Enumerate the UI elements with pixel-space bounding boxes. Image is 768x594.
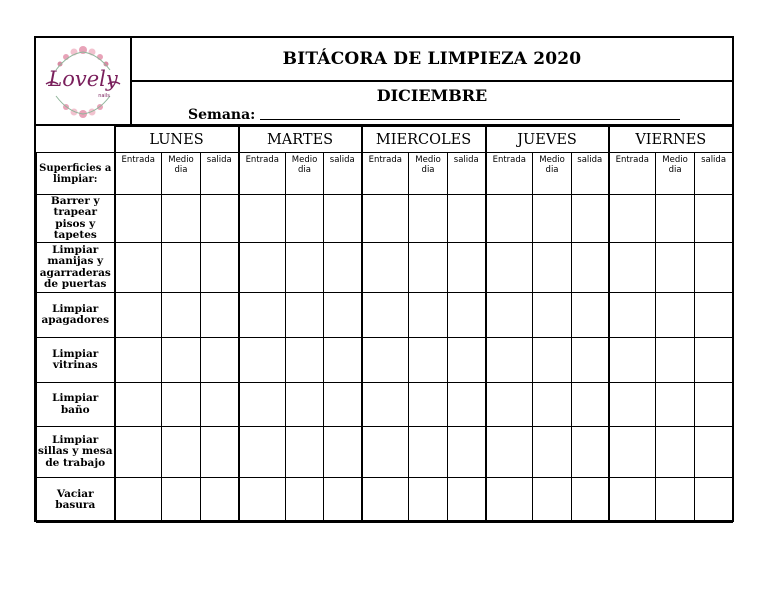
task-label: Limpiar baño [37,383,115,427]
check-cell[interactable] [486,478,533,523]
check-cell[interactable] [609,195,656,243]
check-cell[interactable] [115,243,162,293]
check-cell[interactable] [115,338,162,383]
check-cell[interactable] [115,383,162,427]
check-cell[interactable] [409,383,448,427]
day-header: JUEVES [486,127,609,153]
check-cell[interactable] [201,195,239,243]
check-cell[interactable] [201,293,239,338]
lovely-nails-logo [38,40,128,124]
check-cell[interactable] [115,427,162,478]
check-cell[interactable] [572,243,609,293]
task-row [37,383,733,427]
check-cell[interactable] [115,478,162,523]
check-cell[interactable] [695,383,733,427]
check-cell[interactable] [533,293,572,338]
day-header: VIERNES [609,127,733,153]
cleaning-grid [36,126,733,523]
check-cell[interactable] [362,243,409,293]
check-cell[interactable] [609,293,656,338]
check-cell[interactable] [239,427,286,478]
subcolumn-header: Medio dia [533,153,572,195]
check-cell[interactable] [572,338,609,383]
check-cell[interactable] [324,478,362,523]
task-row [37,338,733,383]
check-cell[interactable] [533,243,572,293]
subcolumn-header: salida [448,153,486,195]
check-cell[interactable] [162,478,201,523]
check-cell[interactable] [609,243,656,293]
task-label: Limpiar sillas y mesa de trabajo [37,427,115,478]
check-cell[interactable] [448,293,486,338]
subcolumn-header: Medio dia [409,153,448,195]
day-header: MARTES [239,127,362,153]
check-cell[interactable] [486,195,533,243]
task-row [37,427,733,478]
check-cell[interactable] [239,243,286,293]
check-cell[interactable] [162,243,201,293]
check-cell[interactable] [324,243,362,293]
subcolumn-header: Medio dia [286,153,324,195]
check-cell[interactable] [448,427,486,478]
check-cell[interactable] [533,478,572,523]
check-cell[interactable] [486,293,533,338]
check-cell[interactable] [201,243,239,293]
check-cell[interactable] [448,338,486,383]
task-row [37,195,733,243]
check-cell[interactable] [572,427,609,478]
check-cell[interactable] [533,383,572,427]
check-cell[interactable] [656,427,695,478]
check-cell[interactable] [201,427,239,478]
task-label: Vaciar basura [37,478,115,523]
subcolumn-header: Entrada [486,153,533,195]
check-cell[interactable] [572,293,609,338]
task-row [37,243,733,293]
subcolumn-header: salida [572,153,609,195]
check-cell[interactable] [656,478,695,523]
month-label: DICIEMBRE [376,86,488,105]
page-title: BITÁCORA DE LIMPIEZA 2020 [282,49,582,69]
subcolumn-header: Entrada [239,153,286,195]
check-cell[interactable] [324,338,362,383]
check-cell[interactable] [533,195,572,243]
check-cell[interactable] [409,293,448,338]
check-cell[interactable] [409,338,448,383]
check-cell[interactable] [656,243,695,293]
week-input-line[interactable] [260,119,680,120]
check-cell[interactable] [409,243,448,293]
check-cell[interactable] [286,195,324,243]
check-cell[interactable] [239,293,286,338]
check-cell[interactable] [362,195,409,243]
check-cell[interactable] [286,383,324,427]
check-cell[interactable] [486,383,533,427]
check-cell[interactable] [201,383,239,427]
check-cell[interactable] [409,478,448,523]
check-cell[interactable] [572,478,609,523]
check-cell[interactable] [695,427,733,478]
check-cell[interactable] [324,383,362,427]
subcolumn-header: Medio dia [656,153,695,195]
title-row [132,38,732,82]
day-header: MIERCOLES [362,127,486,153]
task-label: Limpiar manijas y agarraderas de puertas [37,243,115,293]
check-cell[interactable] [201,338,239,383]
cleaning-log-sheet [34,36,734,522]
check-cell[interactable] [162,195,201,243]
check-cell[interactable] [656,293,695,338]
check-cell[interactable] [609,383,656,427]
check-cell[interactable] [572,383,609,427]
subcolumn-header: Entrada [115,153,162,195]
logo-box [36,38,132,126]
check-cell[interactable] [324,195,362,243]
check-cell[interactable] [656,195,695,243]
check-cell[interactable] [324,293,362,338]
check-cell[interactable] [201,478,239,523]
check-cell[interactable] [239,383,286,427]
check-cell[interactable] [162,338,201,383]
check-cell[interactable] [362,338,409,383]
subcolumn-header: Medio dia [162,153,201,195]
check-cell[interactable] [286,478,324,523]
task-label: Barrer y trapear pisos y tapetes [37,195,115,243]
subcolumn-header: salida [324,153,362,195]
check-cell[interactable] [409,195,448,243]
check-cell[interactable] [572,195,609,243]
subcolumn-header: Entrada [609,153,656,195]
day-header: LUNES [115,127,239,153]
check-cell[interactable] [286,243,324,293]
check-cell[interactable] [533,427,572,478]
check-cell[interactable] [286,293,324,338]
check-cell[interactable] [656,338,695,383]
check-cell[interactable] [362,427,409,478]
check-cell[interactable] [695,293,733,338]
logo-text: Lovely [48,67,118,91]
check-cell[interactable] [162,293,201,338]
check-cell[interactable] [486,427,533,478]
check-cell[interactable] [362,293,409,338]
check-cell[interactable] [448,383,486,427]
surfaces-header: Superficies a limpiar: [37,153,115,195]
subcolumn-header: salida [695,153,733,195]
check-cell[interactable] [239,478,286,523]
check-cell[interactable] [533,338,572,383]
task-label: Limpiar apagadores [37,293,115,338]
check-cell[interactable] [115,195,162,243]
month-row [132,82,732,126]
check-cell[interactable] [695,243,733,293]
check-cell[interactable] [286,427,324,478]
check-cell[interactable] [239,338,286,383]
check-cell[interactable] [115,293,162,338]
subcolumn-header: Entrada [362,153,409,195]
task-row [37,478,733,523]
check-cell[interactable] [486,338,533,383]
subcolumn-header: salida [201,153,239,195]
check-cell[interactable] [609,478,656,523]
task-row [37,293,733,338]
corner-cell [37,127,115,153]
check-cell[interactable] [286,338,324,383]
check-cell[interactable] [239,195,286,243]
check-cell[interactable] [162,427,201,478]
check-cell[interactable] [486,243,533,293]
check-cell[interactable] [409,427,448,478]
logo-subtext: nails [98,93,110,99]
check-cell[interactable] [695,195,733,243]
check-cell[interactable] [324,427,362,478]
week-label: Semana: [188,107,256,123]
check-cell[interactable] [362,383,409,427]
check-cell[interactable] [448,195,486,243]
check-cell[interactable] [362,478,409,523]
task-label: Limpiar vitrinas [37,338,115,383]
check-cell[interactable] [656,383,695,427]
check-cell[interactable] [609,427,656,478]
check-cell[interactable] [609,338,656,383]
check-cell[interactable] [695,478,733,523]
check-cell[interactable] [162,383,201,427]
check-cell[interactable] [695,338,733,383]
check-cell[interactable] [448,478,486,523]
check-cell[interactable] [448,243,486,293]
